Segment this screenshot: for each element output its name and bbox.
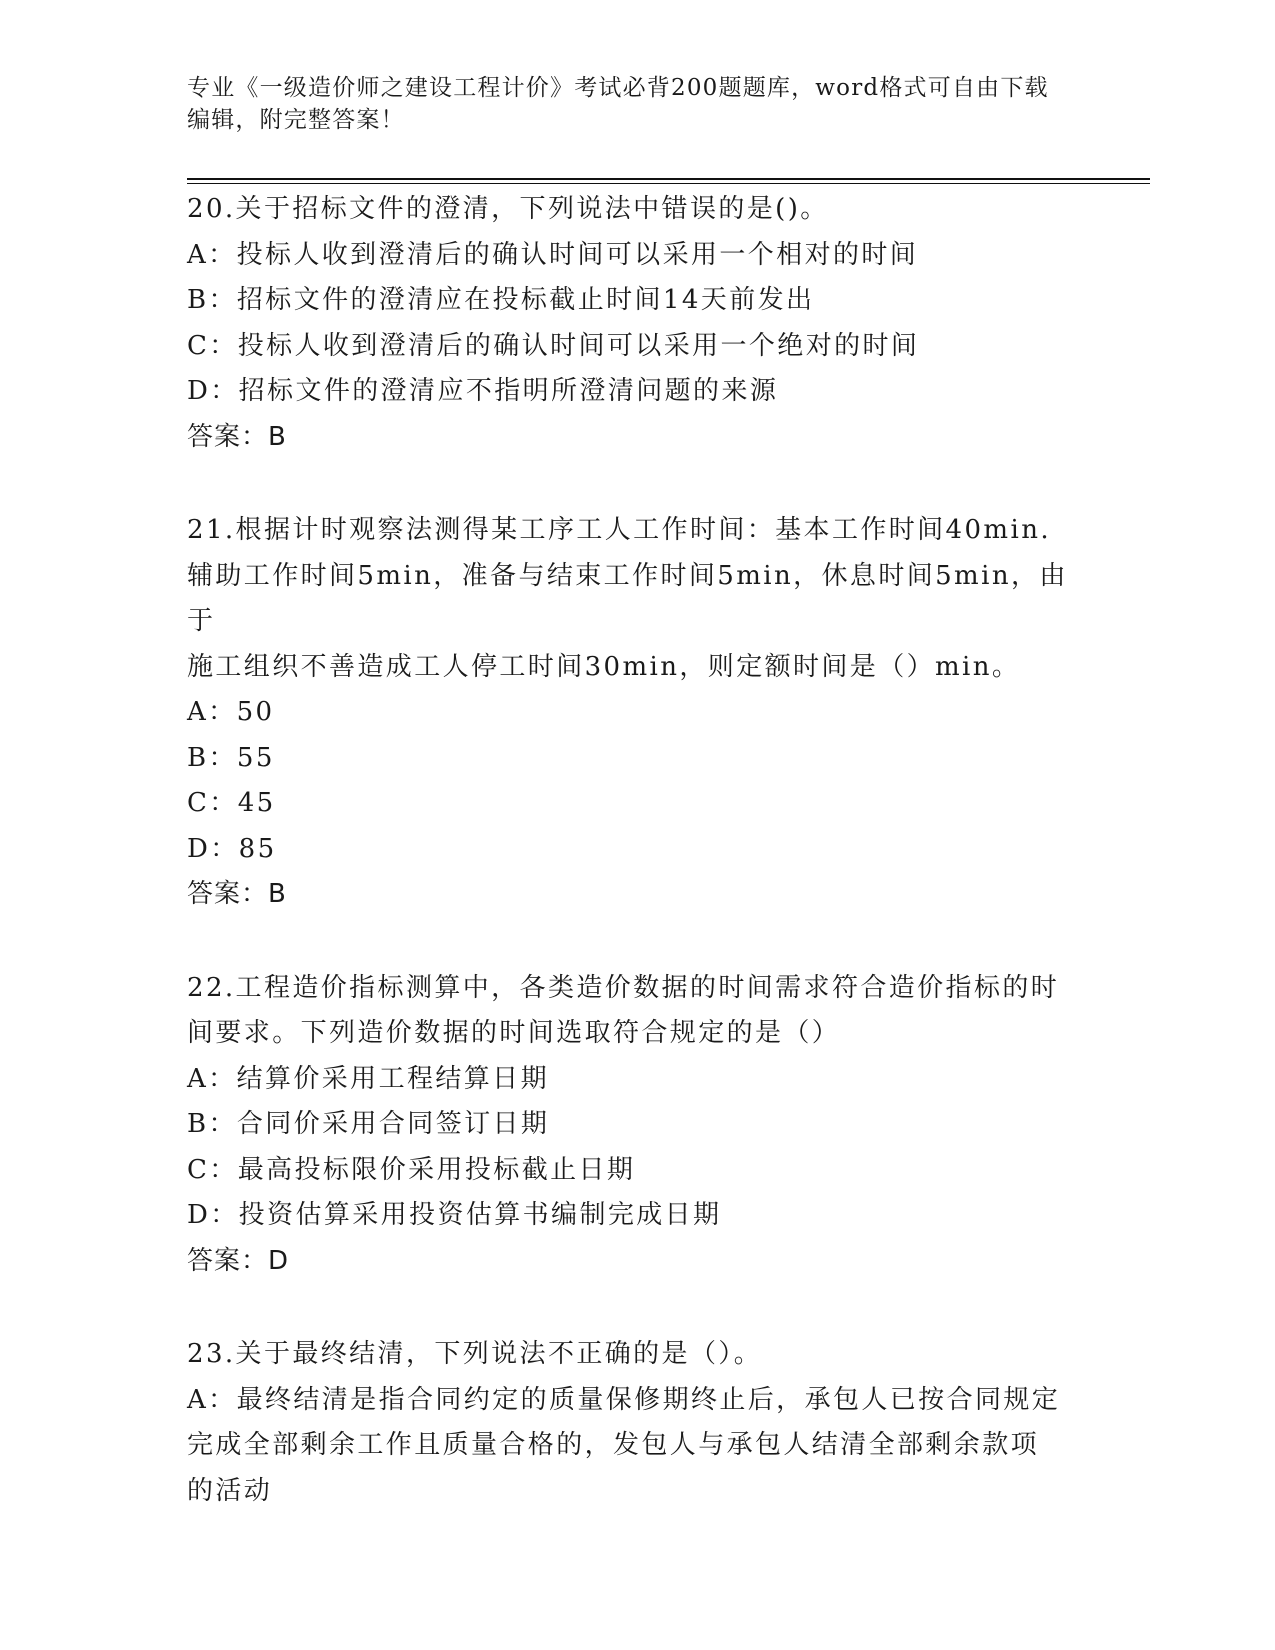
option-a-continued: 的活动 [187,1475,273,1506]
answer-label: 答案：B [187,879,287,909]
question-stem: 21.根据计时观察法测得某工序工人工作时间：基本工作时间40min. [187,515,1052,545]
answer-label: 答案：D [187,1245,290,1276]
question-stem-continued: 施工组织不善造成工人停工时间30min，则定额时间是（）min。 [187,651,1021,682]
header-line-2: 编辑，附完整答案！ [187,107,405,133]
question-20 [187,187,1087,460]
document-header [187,72,1067,136]
option-a: A：投标人收到澄清后的确认时间可以采用一个相对的时间 [187,239,919,270]
option-a-continued: 完成全部剩余工作且质量合格的，发包人与承包人结清全部剩余款项 [187,1430,1040,1460]
question-stem-continued: 间要求。下列造价数据的时间选取符合规定的是（） [187,1018,841,1048]
question-23 [187,1332,1087,1514]
question-stem-continued: 辅助工作时间5min，准备与结束工作时间5min，休息时间5min，由于 [187,560,1068,636]
question-stem: 20.关于招标文件的澄清，下列说法中错误的是()。 [187,194,829,224]
question-stem: 23.关于最终结清，下列说法不正确的是（）。 [187,1339,763,1369]
option-d: D：招标文件的澄清应不指明所澄清问题的来源 [187,376,779,406]
option-c: C：最高投标限价采用投标截止日期 [187,1154,636,1185]
option-d: D：投资估算采用投资估算书编制完成日期 [187,1200,722,1230]
option-b: B：招标文件的澄清应在投标截止时间14天前发出 [187,285,815,315]
question-stem: 22.工程造价指标测算中，各类造价数据的时间需求符合造价指标的时 [187,972,1060,1003]
question-21 [187,508,1087,918]
question-22 [187,966,1087,1285]
header-divider-thick [187,178,1150,180]
question-list [187,187,1087,1562]
option-c: C：投标人收到澄清后的确认时间可以采用一个绝对的时间 [187,330,920,361]
header-divider-thin [187,183,1150,184]
option-b: B：合同价采用合同签订日期 [187,1109,550,1139]
option-c: C：45 [187,788,276,818]
header-line-1: 专业《一级造价师之建设工程计价》考试必背200题题库，word格式可自由下载 [187,75,1049,101]
option-a: A：最终结清是指合同约定的质量保修期终止后，承包人已按合同规定 [187,1384,1061,1415]
answer-label: 答案：B [187,421,287,452]
option-d: D：85 [187,833,277,864]
option-a: A：50 [187,697,275,727]
option-b: B：55 [187,742,275,773]
option-a: A：结算价采用工程结算日期 [187,1063,549,1094]
